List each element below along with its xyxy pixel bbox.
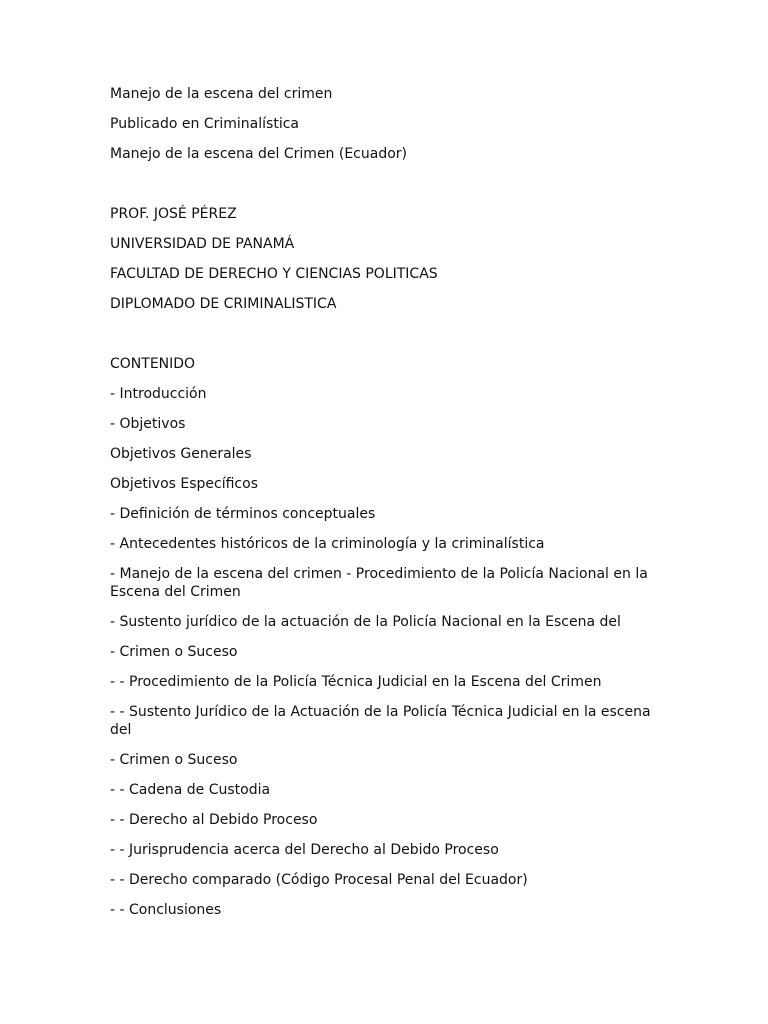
contents-item: - Definición de términos conceptuales [110,506,376,522]
university-name: UNIVERSIDAD DE PANAMÁ [110,236,295,252]
contents-item: - Antecedentes históricos de la criminología y la criminalística [110,536,545,552]
contents-item: - Crimen o Suceso [110,644,238,660]
document-title: Manejo de la escena del crimen [110,86,333,102]
contents-item: - - Derecho al Debido Proceso [110,812,318,828]
contents-item: - Sustento jurídico de la actuación de la Policía Nacional en la Escena del [110,614,621,630]
contents-item: - - Derecho comparado (Código Procesal Penal del Ecuador) [110,872,528,888]
contents-item: - Objetivos [110,416,186,432]
published-in: Publicado en Criminalística [110,116,299,132]
contents-item: - Crimen o Suceso [110,752,238,768]
contents-item: - Introducción [110,386,207,402]
contents-heading: CONTENIDO [110,356,196,372]
document-subtitle: Manejo de la escena del Crimen (Ecuador) [110,146,408,162]
author-name: PROF. JOSÉ PÉREZ [110,206,237,222]
contents-item: - - Conclusiones [110,902,222,918]
contents-item: - - Jurisprudencia acerca del Derecho al Debido Proceso [110,842,499,858]
faculty-name: FACULTAD DE DERECHO Y CIENCIAS POLITICAS [110,266,438,282]
contents-item: - - Cadena de Custodia [110,782,271,798]
contents-item: Objetivos Específicos [110,476,258,492]
program-name: DIPLOMADO DE CRIMINALISTICA [110,296,337,312]
contents-item: - - Procedimiento de la Policía Técnica Judicial en la Escena del Crimen [110,674,602,690]
contents-item: - Manejo de la escena del crimen - Procedimiento de la Policía Nacional en la Escena del Crimen [110,566,648,600]
contents-item: - - Sustento Jurídico de la Actuación de la Policía Técnica Judicial en la escena del [110,704,651,738]
contents-item: Objetivos Generales [110,446,252,462]
